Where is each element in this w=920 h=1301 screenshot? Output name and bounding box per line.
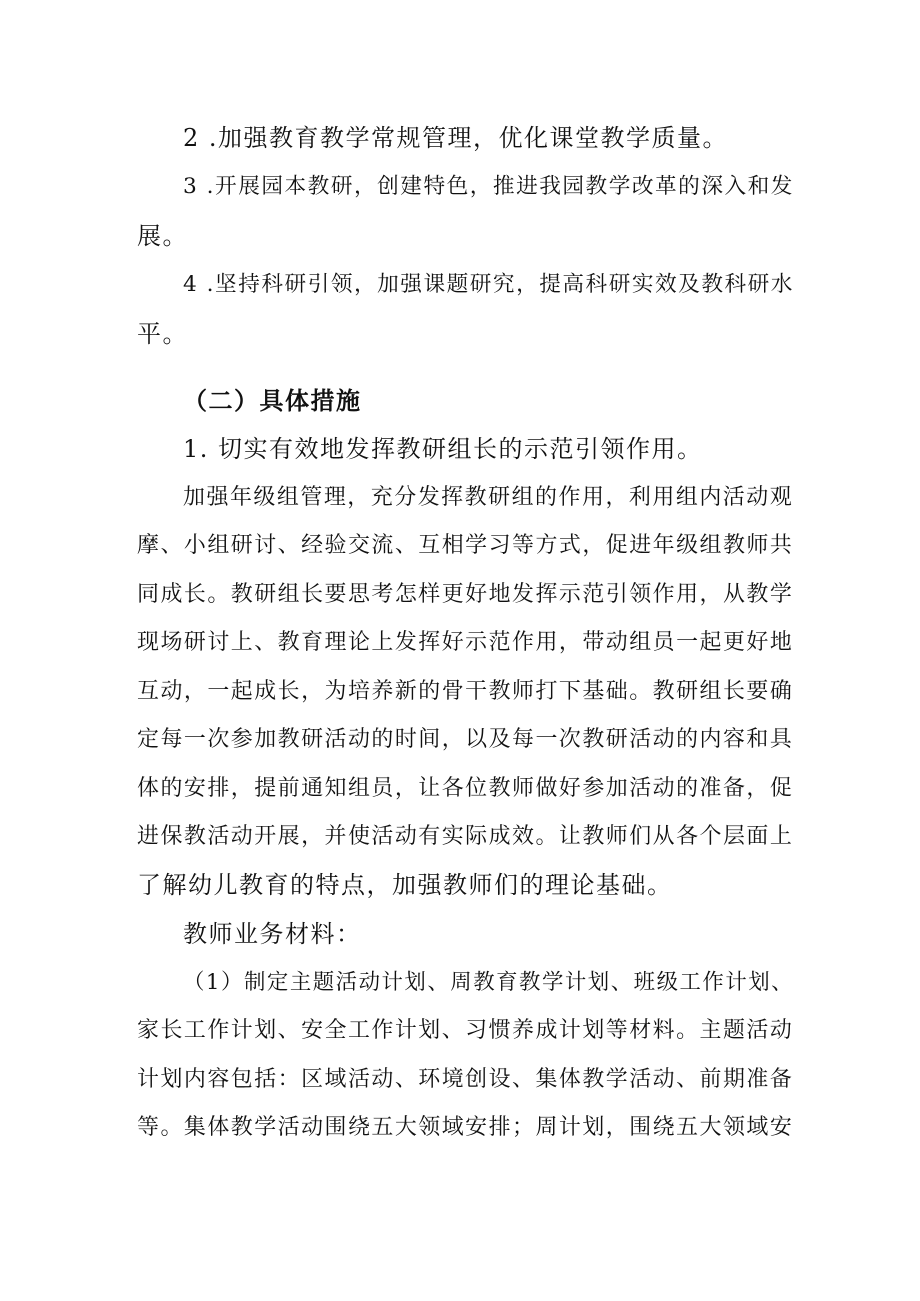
paragraph-1-line: 现场研讨上、教育理论上发挥好示范作用，带动组员一起更好地	[137, 630, 794, 655]
paragraph-1-line: 了解幼儿教育的特点，加强教师们的理论基础。	[137, 871, 673, 899]
list-item-4-line-2: 平。	[137, 320, 188, 348]
measure-1-title: 1. 切实有效地发挥教研组长的示范引领作用。	[183, 435, 703, 463]
paragraph-1-line: 定每一次参加教研活动的时间，以及每一次教研活动的内容和具	[137, 727, 794, 752]
list-item-4-line-1: 4 .坚持科研引领，加强课题研究，提高科研实效及教科研水	[183, 272, 794, 297]
paragraph-2-line: 家长工作计划、安全工作计划、习惯养成计划等材料。主题活动	[137, 1018, 794, 1043]
paragraph-1-line: 进保教活动开展，并使活动有实际成效。让教师们从各个层面上	[137, 824, 794, 849]
paragraph-2-line: 计划内容包括：区域活动、环境创设、集体教学活动、前期准备	[137, 1067, 794, 1092]
list-item-2: 2 .加强教育教学常规管理，优化课堂教学质量。	[183, 124, 729, 152]
paragraph-2-line: （1）制定主题活动计划、周教育教学计划、班级工作计划、	[183, 970, 795, 995]
paragraph-1-line: 同成长。教研组长要思考怎样更好地发挥示范引领作用，从教学	[137, 582, 794, 607]
list-item-3-line-1: 3 .开展园本教研，创建特色，推进我园教学改革的深入和发	[183, 174, 794, 199]
section-heading: （二）具体措施	[183, 386, 362, 415]
list-item-3-line-2: 展。	[137, 222, 188, 250]
paragraph-1-line: 体的安排，提前通知组员，让各位教师做好参加活动的准备，促	[137, 776, 794, 801]
paragraph-1-line: 摩、小组研讨、经验交流、互相学习等方式，促进年级组教师共	[137, 533, 794, 558]
materials-label: 教师业务材料：	[183, 920, 362, 948]
paragraph-1-line: 加强年级组管理，充分发挥教研组的作用，利用组内活动观	[183, 485, 794, 510]
paragraph-1-line: 互动，一起成长，为培养新的骨干教师打下基础。教研组长要确	[137, 679, 794, 704]
paragraph-2-line: 等。集体教学活动围绕五大领域安排；周计划，围绕五大领域安	[137, 1115, 794, 1140]
